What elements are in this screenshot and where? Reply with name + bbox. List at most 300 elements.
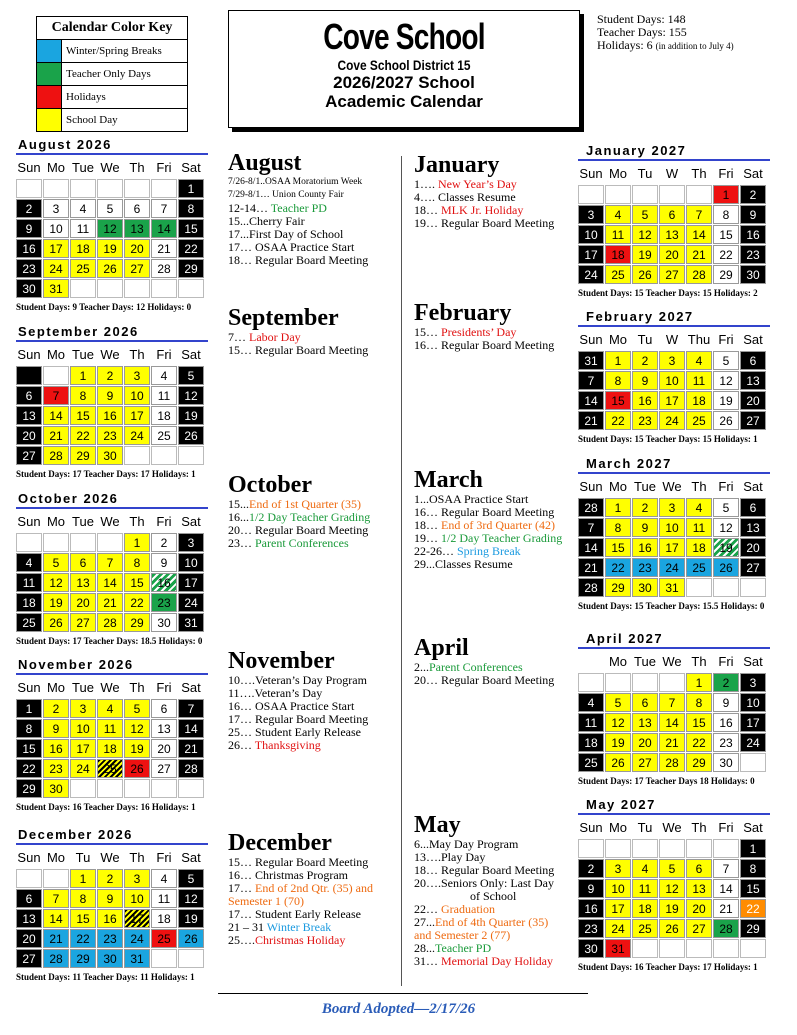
event-line: 6...May Day Program	[414, 837, 519, 851]
weekday-header: Th	[129, 850, 145, 865]
day-cell: 29	[740, 919, 766, 938]
day-cell: 17	[578, 245, 604, 264]
weekday-header: Mo	[46, 514, 66, 529]
day-cell: 26	[97, 259, 123, 278]
day-cell: 22	[740, 899, 766, 918]
weekday-header: Tue	[72, 514, 94, 529]
month-name: October	[228, 472, 312, 498]
event-line: 16… OSAA Practice Start	[228, 699, 355, 713]
day-cell: 7	[151, 199, 177, 218]
day-cell: 11	[686, 371, 712, 390]
day-cell: 2	[43, 699, 69, 718]
day-cell: 16	[43, 739, 69, 758]
month-desc-november	[228, 648, 398, 752]
month-name: February	[414, 300, 512, 326]
calendar-grid	[578, 652, 770, 772]
day-cell: 24	[124, 426, 150, 445]
event-line	[414, 955, 576, 968]
day-cell: 29	[605, 578, 631, 597]
day-cell: 17	[659, 538, 685, 557]
day-cell: 8	[16, 719, 42, 738]
event-line: and Semester 2 (77)	[414, 928, 511, 942]
day-cell: 23	[151, 593, 177, 612]
day-cell: 9	[97, 889, 123, 908]
day-cell: 9	[16, 219, 42, 238]
empty-cell	[16, 366, 42, 385]
day-cell: 25	[70, 259, 96, 278]
weekday-header: Sat	[743, 654, 763, 669]
day-cell: 3	[124, 366, 150, 385]
day-cell: 19	[659, 899, 685, 918]
weekday-header: We	[662, 654, 682, 669]
calendar-day-counts: Student Days: 15 Teacher Days: 15 Holidays: 1	[578, 434, 758, 444]
event-line: 17...First Day of School	[228, 227, 344, 241]
empty-cell	[16, 179, 42, 198]
day-cell: 9	[632, 371, 658, 390]
calendar-may	[578, 796, 770, 972]
empty-cell	[151, 279, 177, 298]
weekday-header: Tu	[637, 166, 653, 181]
event-winter-break: Winter Break	[266, 920, 332, 934]
day-cell: 7	[43, 386, 69, 405]
event-conferences: Parent Conferences	[429, 660, 523, 674]
day-cell: 17	[124, 909, 150, 928]
day-cell: 17	[740, 713, 766, 732]
event-line: 7/29-8/1… Union County Fair	[228, 190, 344, 200]
day-cell: 15	[605, 391, 631, 410]
month-desc-february	[414, 300, 576, 352]
day-cell: 12	[632, 225, 658, 244]
event-line	[228, 739, 398, 752]
empty-cell	[97, 779, 123, 798]
day-cell: 30	[740, 265, 766, 284]
event-date: 22…	[414, 902, 441, 916]
calendar-title: September 2026	[16, 323, 208, 342]
day-cell: 4	[686, 498, 712, 517]
day-cell: 31	[178, 613, 204, 632]
day-cell: 12	[713, 518, 739, 537]
event-date: 22-26…	[414, 544, 457, 558]
calendar-title: November 2026	[16, 656, 208, 675]
day-cell: 12	[659, 879, 685, 898]
empty-cell	[632, 939, 658, 958]
empty-cell	[686, 839, 712, 858]
event-presidents-day: Presidents’ Day	[441, 325, 517, 339]
event-line: of School	[470, 889, 517, 903]
day-cell: 7	[43, 889, 69, 908]
calendar-title: October 2026	[16, 490, 208, 509]
event-teacher-pd: Teacher PD	[270, 201, 327, 215]
event-line: 19… Regular Board Meeting	[414, 216, 555, 230]
day-cell: 28	[686, 265, 712, 284]
day-cell: 2	[578, 859, 604, 878]
day-cell: 3	[659, 351, 685, 370]
event-line: 25… Student Early Release	[228, 725, 361, 739]
event-date: 15…	[414, 325, 441, 339]
day-cell: 22	[124, 593, 150, 612]
weekday-header: Fri	[156, 850, 172, 865]
weekday-header: Tue	[634, 479, 656, 494]
day-cell: 14	[713, 879, 739, 898]
day-cell: 14	[686, 225, 712, 244]
weekday-header: We	[100, 160, 120, 175]
event-date: 25….	[228, 933, 255, 947]
day-cell: 31	[578, 351, 604, 370]
day-cell: 4	[605, 205, 631, 224]
day-cell: 15	[124, 573, 150, 592]
event-memorial-day: Memorial Day Holiday	[441, 954, 553, 968]
weekday-header: Sun	[17, 514, 41, 529]
day-cell: 17	[178, 573, 204, 592]
day-cell: 24	[578, 265, 604, 284]
weekday-header: Th	[129, 160, 145, 175]
day-cell: 18	[151, 909, 177, 928]
day-cell: 24	[659, 411, 685, 430]
day-cell: 18	[686, 391, 712, 410]
weekday-header: Tue	[72, 347, 94, 362]
day-cell: 18	[632, 899, 658, 918]
day-cell: 5	[632, 205, 658, 224]
weekday-header: Tue	[634, 654, 656, 669]
weekday-header: Sun	[17, 160, 41, 175]
day-cell: 10	[578, 225, 604, 244]
day-cell: 8	[605, 518, 631, 537]
day-cell: 21	[97, 593, 123, 612]
calendar-grid	[16, 345, 208, 465]
empty-cell	[605, 185, 631, 204]
day-cell: 16	[713, 713, 739, 732]
day-cell: 27	[686, 919, 712, 938]
day-cell: 18	[70, 239, 96, 258]
day-cell: 27	[151, 759, 177, 778]
empty-cell	[16, 869, 42, 888]
event-line: 29...Classes Resume	[414, 557, 513, 571]
district-name: Cove School District 15	[337, 57, 471, 73]
day-cell: 26	[659, 919, 685, 938]
day-cell: 8	[124, 553, 150, 572]
day-cell: 15	[605, 538, 631, 557]
key-label: Winter/Spring Breaks	[66, 45, 162, 57]
day-cell: 6	[124, 199, 150, 218]
weekday-header: Fri	[718, 332, 734, 347]
day-cell: 18	[605, 245, 631, 264]
calendar-day-counts: Student Days: 16 Teacher Days: 16 Holidays: 1	[16, 802, 196, 812]
day-cell: 26	[713, 558, 739, 577]
weekday-header: Fri	[156, 680, 172, 695]
day-cell: 14	[43, 406, 69, 425]
calendar-april	[578, 630, 770, 786]
day-cell: 5	[713, 498, 739, 517]
day-cell: 21	[578, 411, 604, 430]
calendar-title: February 2027	[578, 308, 770, 327]
day-cell: 4	[16, 553, 42, 572]
day-cell: 27	[740, 411, 766, 430]
key-swatch-blue	[37, 40, 62, 62]
month-desc-april	[414, 635, 576, 687]
day-cell: 12	[178, 889, 204, 908]
event-date: 7…	[228, 330, 249, 344]
weekday-header: Fri	[156, 347, 172, 362]
day-cell: 1	[605, 351, 631, 370]
weekday-header: Mo	[608, 820, 628, 835]
day-cell: 19	[713, 538, 739, 557]
day-cell: 20	[16, 929, 42, 948]
calendar-day-counts: Student Days: 17 Teacher Days: 18.5 Holidays: 0	[16, 636, 203, 646]
day-cell: 13	[124, 219, 150, 238]
empty-cell	[151, 779, 177, 798]
day-cell: 10	[124, 889, 150, 908]
day-cell: 14	[178, 719, 204, 738]
event-line: 4…. Classes Resume	[414, 190, 516, 204]
day-cell: 29	[686, 753, 712, 772]
school-year: 2026/2027 School	[333, 73, 475, 92]
weekday-header: Sat	[181, 160, 201, 175]
event-thanksgiving: Thanksgiving	[254, 738, 321, 752]
day-cell: 13	[686, 879, 712, 898]
day-cell: 10	[659, 371, 685, 390]
month-desc-may	[414, 812, 576, 968]
event-line: 17… Student Early Release	[228, 907, 361, 921]
day-cell: 21	[686, 245, 712, 264]
month-desc-october	[228, 472, 398, 550]
weekday-header: Fri	[718, 820, 734, 835]
key-row-teacher	[37, 63, 187, 86]
day-cell: 29	[16, 779, 42, 798]
key-swatch-yellow	[37, 109, 62, 131]
day-cell: 4	[632, 859, 658, 878]
empty-cell	[124, 279, 150, 298]
color-key-title: Calendar Color Key	[37, 17, 187, 40]
day-cell: 22	[70, 929, 96, 948]
weekday-header: Tu	[637, 332, 653, 347]
day-cell: 22	[686, 733, 712, 752]
day-cell: 26	[605, 753, 631, 772]
event-date: 26…	[228, 738, 255, 752]
day-cell: 16	[632, 538, 658, 557]
day-cell: 3	[43, 199, 69, 218]
event-date: 28...	[414, 941, 435, 955]
month-desc-january	[414, 152, 576, 230]
day-cell: 4	[578, 693, 604, 712]
day-cell: 31	[43, 279, 69, 298]
day-cell: 1	[70, 869, 96, 888]
empty-cell	[43, 869, 69, 888]
day-cell: 15	[70, 909, 96, 928]
day-cell: 7	[659, 693, 685, 712]
day-cell: 3	[178, 533, 204, 552]
key-row-school	[37, 109, 187, 131]
day-cell: 21	[151, 239, 177, 258]
weekday-header: Sat	[181, 850, 201, 865]
day-cell: 19	[124, 739, 150, 758]
day-cell: 30	[97, 446, 123, 465]
day-cell: 10	[70, 719, 96, 738]
day-cell: 3	[659, 498, 685, 517]
event-date: 12-14…	[228, 201, 271, 215]
day-cell: 24	[178, 593, 204, 612]
calendar-march	[578, 455, 770, 611]
day-cell: 11	[632, 879, 658, 898]
event-line: 1...OSAA Practice Start	[414, 492, 529, 506]
empty-cell	[578, 185, 604, 204]
day-cell: 1	[16, 699, 42, 718]
day-cell: 26	[632, 265, 658, 284]
day-cell: 20	[740, 391, 766, 410]
day-cell: 19	[97, 239, 123, 258]
empty-cell	[178, 279, 204, 298]
column-divider	[401, 156, 402, 986]
calendar-title: December 2026	[16, 826, 208, 845]
event-line: 7/26-8/1..OSAA Moratorium Week	[228, 177, 363, 187]
day-cell: 9	[713, 693, 739, 712]
day-cell: 22	[16, 759, 42, 778]
day-cell: 12	[605, 713, 631, 732]
day-cell: 1	[70, 366, 96, 385]
day-cell: 4	[151, 366, 177, 385]
day-cell: 2	[16, 199, 42, 218]
day-cell: 25	[16, 613, 42, 632]
event-line: 16… Christmas Program	[228, 868, 348, 882]
weekday-header: Mo	[608, 166, 628, 181]
weekday-header: Sat	[743, 166, 763, 181]
day-cell: 1	[124, 533, 150, 552]
day-cell: 30	[97, 949, 123, 968]
weekday-header: Th	[129, 680, 145, 695]
event-date: 18…	[414, 518, 441, 532]
day-cell: 22	[713, 245, 739, 264]
holidays-note: (in addition to July 4)	[655, 41, 734, 51]
event-line: 20… Regular Board Meeting	[414, 673, 555, 687]
day-cell: 2	[713, 673, 739, 692]
day-cell: 5	[605, 693, 631, 712]
day-cell: 6	[70, 553, 96, 572]
day-cell: 7	[713, 859, 739, 878]
calendar-grid	[578, 164, 770, 284]
month-desc-august	[228, 150, 398, 267]
calendar-january	[578, 142, 770, 298]
calendar-title: August 2026	[16, 136, 208, 155]
month-desc-september	[228, 305, 398, 357]
month-name: May	[414, 812, 461, 838]
day-cell: 23	[97, 426, 123, 445]
day-cell: 4	[686, 351, 712, 370]
calendar-day-counts: Student Days: 17 Teacher Days 18 Holidays: 0	[578, 776, 755, 786]
empty-cell	[97, 533, 123, 552]
day-cell: 5	[713, 351, 739, 370]
empty-cell	[686, 185, 712, 204]
day-cell: 25	[632, 919, 658, 938]
day-cell: 2	[151, 533, 177, 552]
day-cell: 21	[659, 733, 685, 752]
day-cell: 21	[43, 426, 69, 445]
day-cell: 28	[713, 919, 739, 938]
day-cell: 5	[97, 199, 123, 218]
event-quarter-end: End of 2nd Qtr. (35) and	[255, 881, 373, 895]
event-teacher-grading: 1/2 Day Teacher Grading	[249, 510, 371, 524]
day-cell: 28	[43, 949, 69, 968]
day-cell: 7	[578, 518, 604, 537]
weekday-header: Mo	[608, 332, 628, 347]
day-cell: 11	[578, 713, 604, 732]
day-cell: 19	[43, 593, 69, 612]
day-cell: 20	[632, 733, 658, 752]
day-cell: 18	[97, 739, 123, 758]
event-teacher-grading: 1/2 Day Teacher Grading	[441, 531, 563, 545]
day-cell: 27	[659, 265, 685, 284]
day-cell: 14	[659, 713, 685, 732]
event-date: 27...	[414, 915, 435, 929]
day-cell: 24	[70, 759, 96, 778]
event-christmas: Christmas Holiday	[255, 933, 346, 947]
month-desc-march	[414, 467, 576, 571]
day-cell: 25	[97, 759, 123, 778]
day-cell: 27	[632, 753, 658, 772]
day-cell: 27	[124, 259, 150, 278]
event-quarter-end: End of 1st Quarter (35)	[249, 497, 361, 511]
empty-cell	[151, 179, 177, 198]
day-cell: 8	[740, 859, 766, 878]
key-swatch-green	[37, 63, 62, 85]
calendar-day-counts: Student Days: 16 Teacher Days: 17 Holidays: 1	[578, 962, 758, 972]
calendar-november	[16, 656, 208, 812]
day-cell: 22	[178, 239, 204, 258]
key-row-holidays	[37, 86, 187, 109]
day-cell: 9	[97, 386, 123, 405]
event-teacher-pd: Teacher PD	[435, 941, 492, 955]
weekday-header: We	[100, 850, 120, 865]
calendar-september	[16, 323, 208, 479]
event-line: 20… Regular Board Meeting	[228, 523, 369, 537]
weekday-header: We	[100, 514, 120, 529]
day-cell: 5	[178, 869, 204, 888]
month-name: August	[228, 150, 302, 176]
title-box	[228, 10, 580, 128]
day-cell: 27	[70, 613, 96, 632]
footer-divider	[218, 993, 588, 994]
weekday-header: Fri	[718, 479, 734, 494]
day-cell: 3	[70, 699, 96, 718]
weekday-header: Mo	[608, 479, 628, 494]
event-line: 17… Regular Board Meeting	[228, 712, 369, 726]
weekday-header: Fri	[718, 166, 734, 181]
weekday-header: Tu	[637, 820, 653, 835]
key-label: Holidays	[66, 91, 106, 103]
calendar-grid	[16, 678, 208, 798]
calendar-day-counts: Student Days: 11 Teacher Days: 11 Holidays: 1	[16, 972, 195, 982]
day-cell: 15	[70, 406, 96, 425]
day-cell: 24	[659, 558, 685, 577]
weekday-header: Tu	[75, 850, 91, 865]
day-cell: 7	[97, 553, 123, 572]
event-spring-break: Spring Break	[457, 544, 521, 558]
key-row-breaks	[37, 40, 187, 63]
event-new-year: New Year’s Day	[438, 177, 517, 191]
event-line: 20….Seniors Only: Last Day	[414, 876, 554, 890]
event-mlk: MLK Jr. Holiday	[441, 203, 524, 217]
weekday-header: Sat	[181, 514, 201, 529]
day-cell: 11	[151, 386, 177, 405]
day-cell: 11	[70, 219, 96, 238]
day-cell: 15	[686, 713, 712, 732]
day-cell: 23	[16, 259, 42, 278]
calendar-grid	[578, 477, 770, 597]
day-cell: 22	[70, 426, 96, 445]
day-cell: 17	[43, 239, 69, 258]
empty-cell	[97, 279, 123, 298]
day-cell: 21	[713, 899, 739, 918]
empty-cell	[124, 446, 150, 465]
calendar-february	[578, 308, 770, 444]
